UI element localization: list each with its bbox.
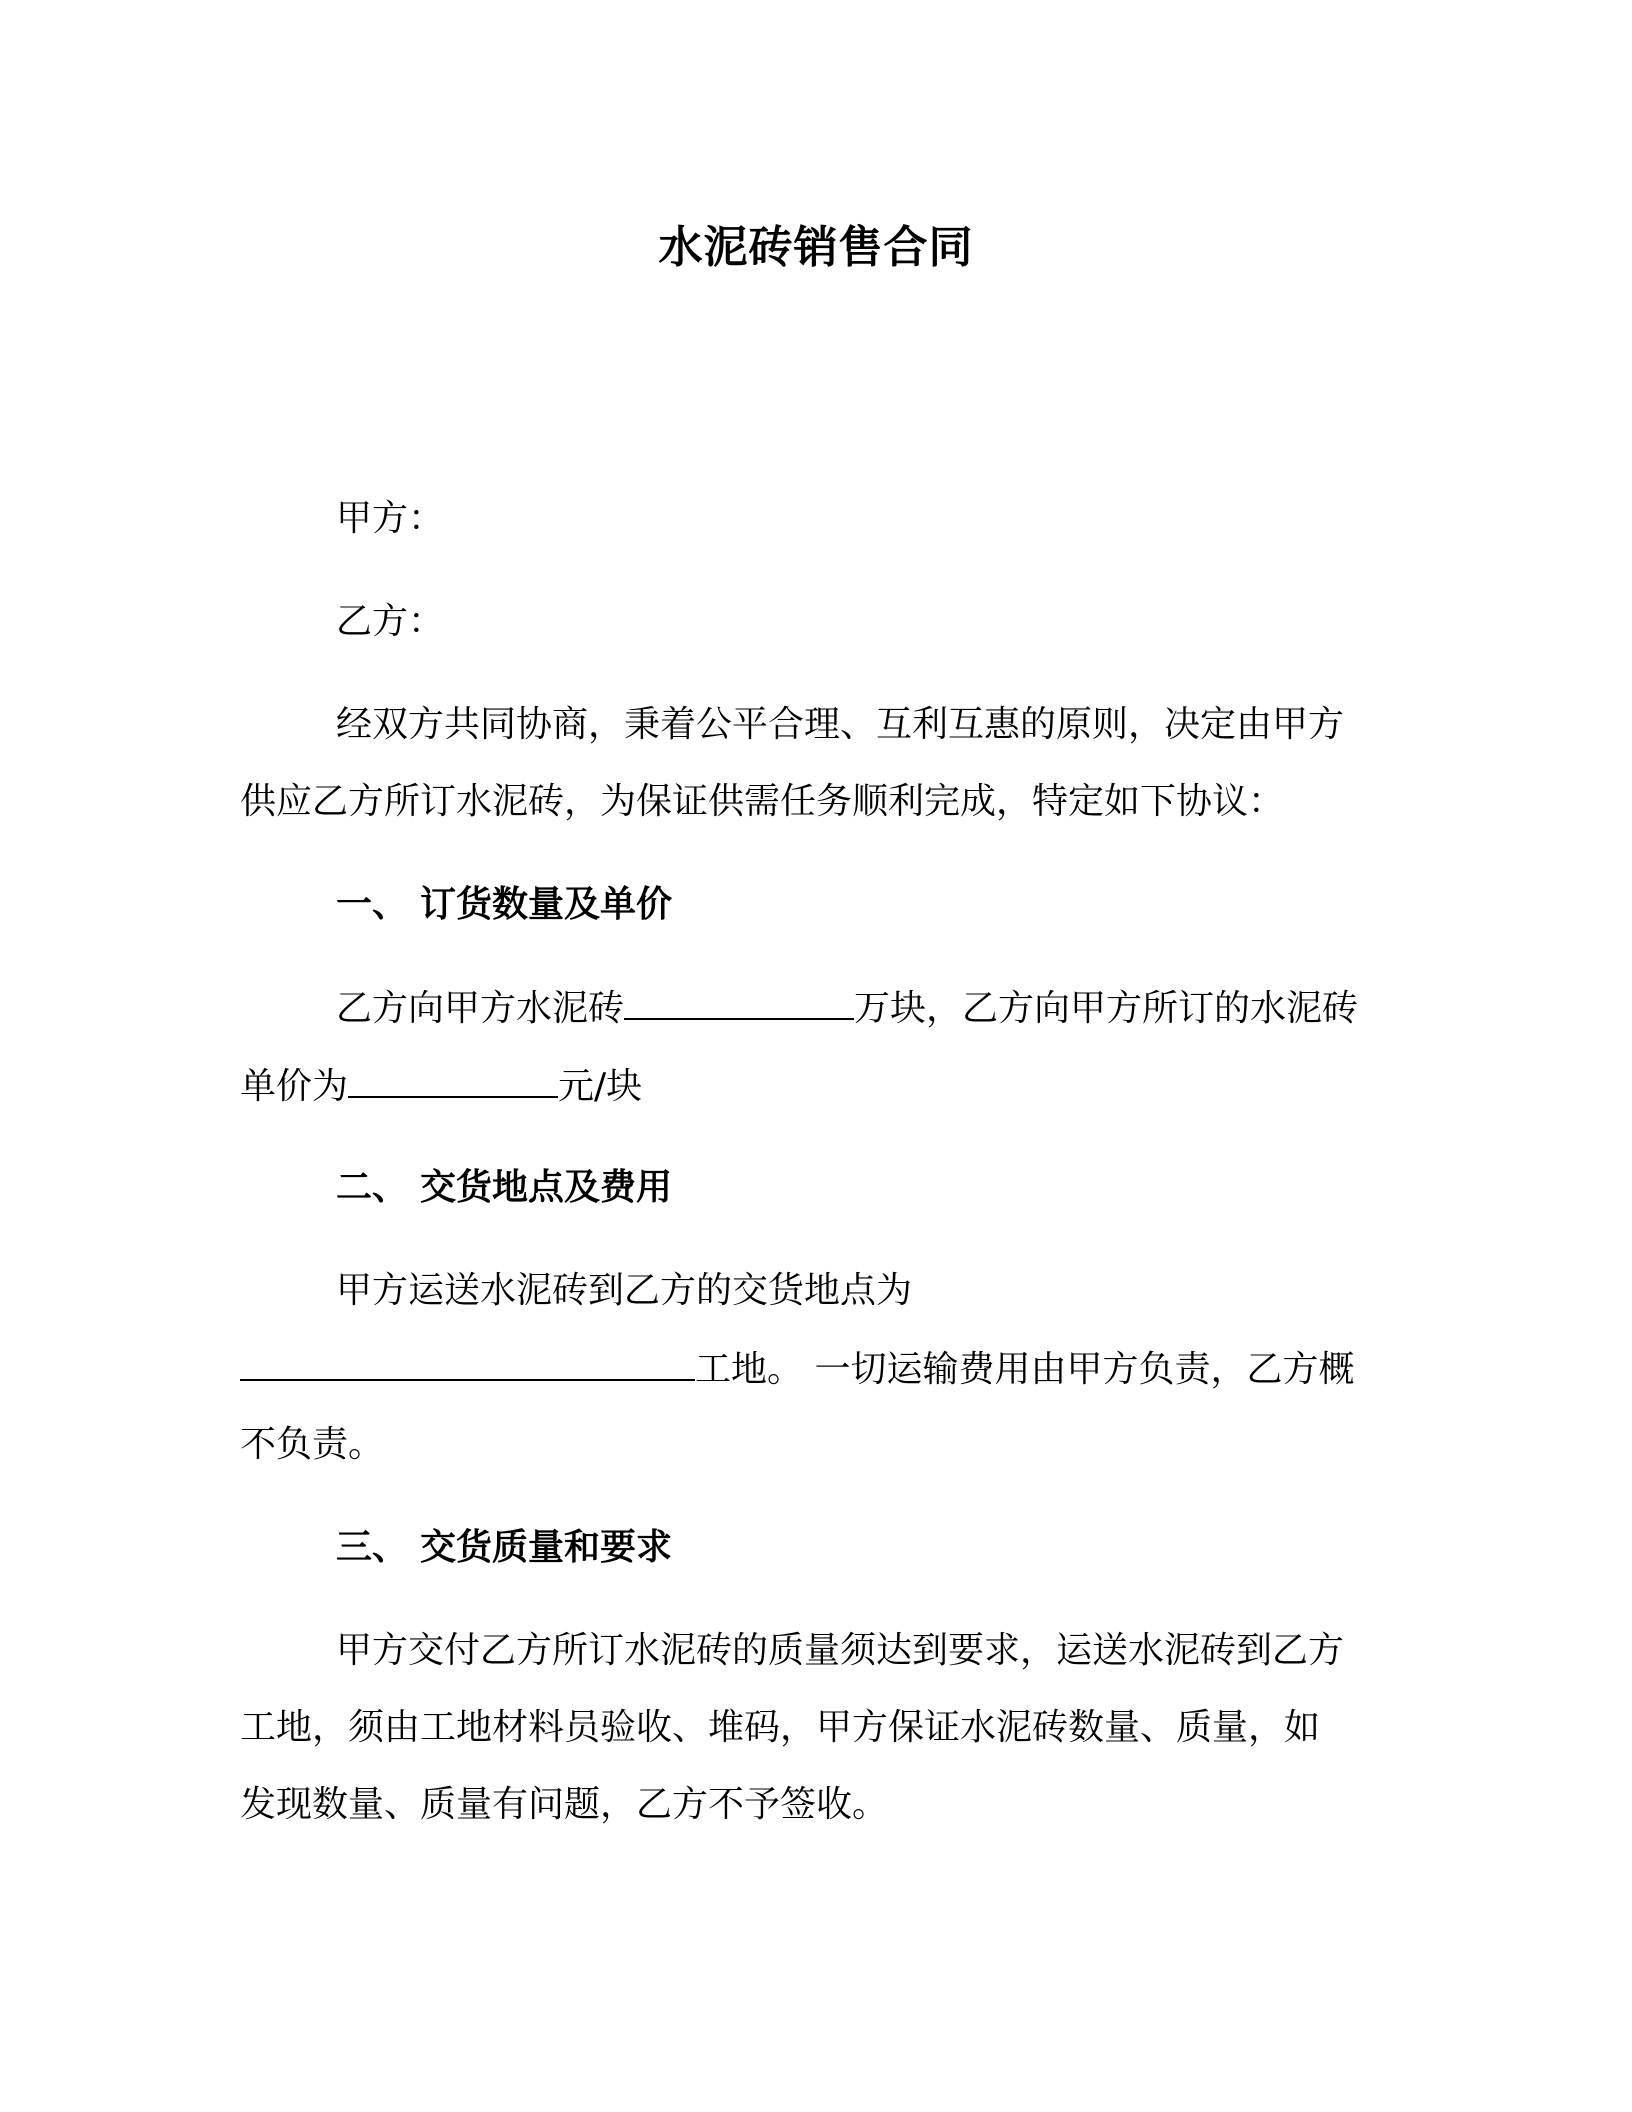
- intro-line-2: 供应乙方所订水泥砖，为保证供需任务顺利完成，特定如下协议：: [240, 781, 1285, 822]
- section-3-heading: [240, 1523, 1496, 1573]
- section-1-number: 一、: [336, 884, 409, 925]
- section-2-line-3: 不负责。: [240, 1424, 385, 1465]
- section-2-line-1: 甲方运送水泥砖到乙方的交货地点为: [336, 1270, 913, 1311]
- section-1-text-b: 万块，乙方向甲方所订的水泥砖: [854, 988, 1359, 1029]
- section-1-text-a: 乙方向甲方水泥砖: [336, 988, 625, 1029]
- section-2-text-b: 工地。 一切运输费用由甲方负责，乙方概: [695, 1349, 1355, 1390]
- section-2-number: 二、: [336, 1167, 409, 1208]
- section-3-line-1: 甲方交付乙方所订水泥砖的质量须达到要求，运送水泥砖到乙方: [336, 1630, 1345, 1671]
- section-3-number: 三、: [336, 1527, 409, 1568]
- section-2-heading: [240, 1163, 1496, 1213]
- section-1-line-1: [240, 982, 1496, 1034]
- party-a-label: 甲方：: [336, 498, 445, 539]
- intro-line-1: 经双方共同协商，秉着公平合理、互利互惠的原则，决定由甲方: [336, 704, 1345, 745]
- section-1-line-2: [240, 1060, 1400, 1112]
- section-1-text-c: 单价为: [240, 1066, 349, 1107]
- section-1-text-d: 元/块: [558, 1066, 643, 1107]
- section-3-line-3: 发现数量、质量有问题，乙方不予签收。: [240, 1784, 889, 1825]
- section-3-title: 交货质量和要求: [420, 1527, 673, 1568]
- section-3-line-2: 工地，须由工地材料员验收、堆码，甲方保证水泥砖数量、质量，如: [240, 1707, 1321, 1748]
- party-b-label: 乙方：: [336, 601, 445, 642]
- document-title: 水泥砖销售合同: [658, 222, 974, 273]
- party-a-line: [240, 494, 1496, 544]
- delivery-location-blank[interactable]: [240, 1343, 695, 1381]
- quantity-blank[interactable]: [624, 982, 854, 1020]
- unit-price-blank[interactable]: [348, 1060, 558, 1098]
- section-2-title: 交货地点及费用: [420, 1167, 673, 1208]
- section-1-title: 订货数量及单价: [420, 884, 673, 925]
- section-2-line-2: [240, 1343, 1400, 1395]
- section-1-heading: [240, 880, 1496, 930]
- party-b-line: [240, 597, 1496, 647]
